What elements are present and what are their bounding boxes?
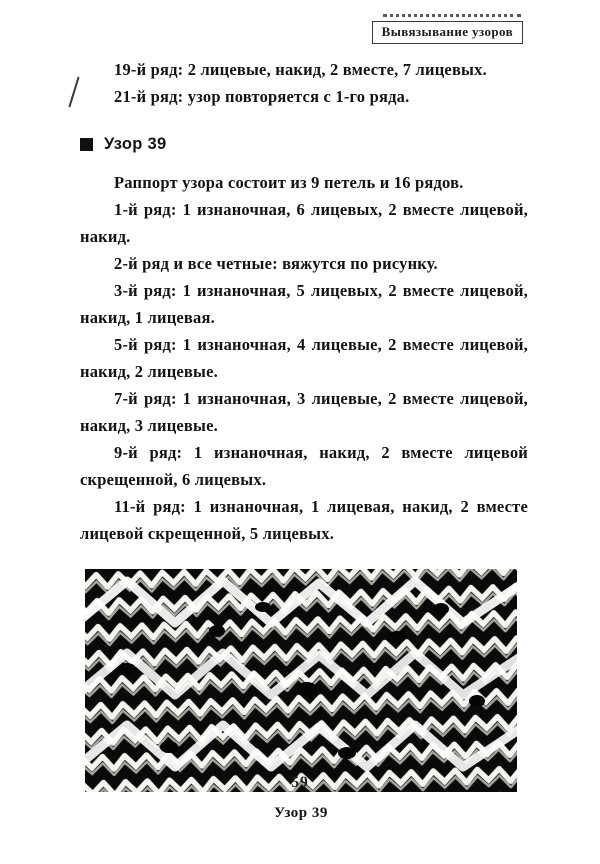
previous-pattern-row-21: 21-й ряд: узор повторяется с 1-го ряда. <box>114 87 410 106</box>
figure-caption: Узор 39 <box>274 805 328 821</box>
pattern-row-3: 3-й ряд: 1 изнаночная, 5 лицевых, 2 вместе лицевой, накид, 1 лицевая. <box>80 281 528 327</box>
running-header <box>372 14 523 44</box>
pattern-row-11: 11-й ряд: 1 изнаночная, 1 лицевая, накид, 2 вместе лицевой скрещенной, 5 лицевых. <box>80 497 528 543</box>
section-title-label: Узор 39 <box>104 135 167 153</box>
pattern-row-1: 1-й ряд: 1 изнаночная, 6 лицевых, 2 вместе лицевой, накид. <box>80 200 528 246</box>
page-footer <box>0 774 600 792</box>
previous-pattern-row-19: 19-й ряд: 2 лицевые, накид, 2 вместе, 7 лицевых. <box>114 60 487 79</box>
pen-mark <box>68 76 79 107</box>
pattern-row-even: 2-й ряд и все четные: вяжутся по рисунку. <box>114 254 438 273</box>
header-dash-marks <box>383 14 521 17</box>
pattern-rapport-text: Раппорт узора состоит из 9 петель и 16 рядов. <box>114 173 464 192</box>
knit-pattern-image <box>85 569 517 792</box>
knit-pattern-photo <box>85 569 517 792</box>
pattern-row-5: 5-й ряд: 1 изнаночная, 4 лицевые, 2 вместе лицевой, накид, 2 лицевые. <box>80 335 528 381</box>
page-content <box>80 52 528 822</box>
pattern-row-7: 7-й ряд: 1 изнаночная, 3 лицевые, 2 вместе лицевой, накид, 3 лицевые. <box>80 389 528 435</box>
page-number: 59 <box>291 774 309 791</box>
section-marker-square-icon <box>80 138 93 151</box>
section-title <box>80 135 528 154</box>
running-header-title: Вывязывание узоров <box>372 21 523 44</box>
pattern-row-9: 9-й ряд: 1 изнаночная, накид, 2 вместе лицевой скрещенной, 6 лицевых. <box>80 443 528 489</box>
